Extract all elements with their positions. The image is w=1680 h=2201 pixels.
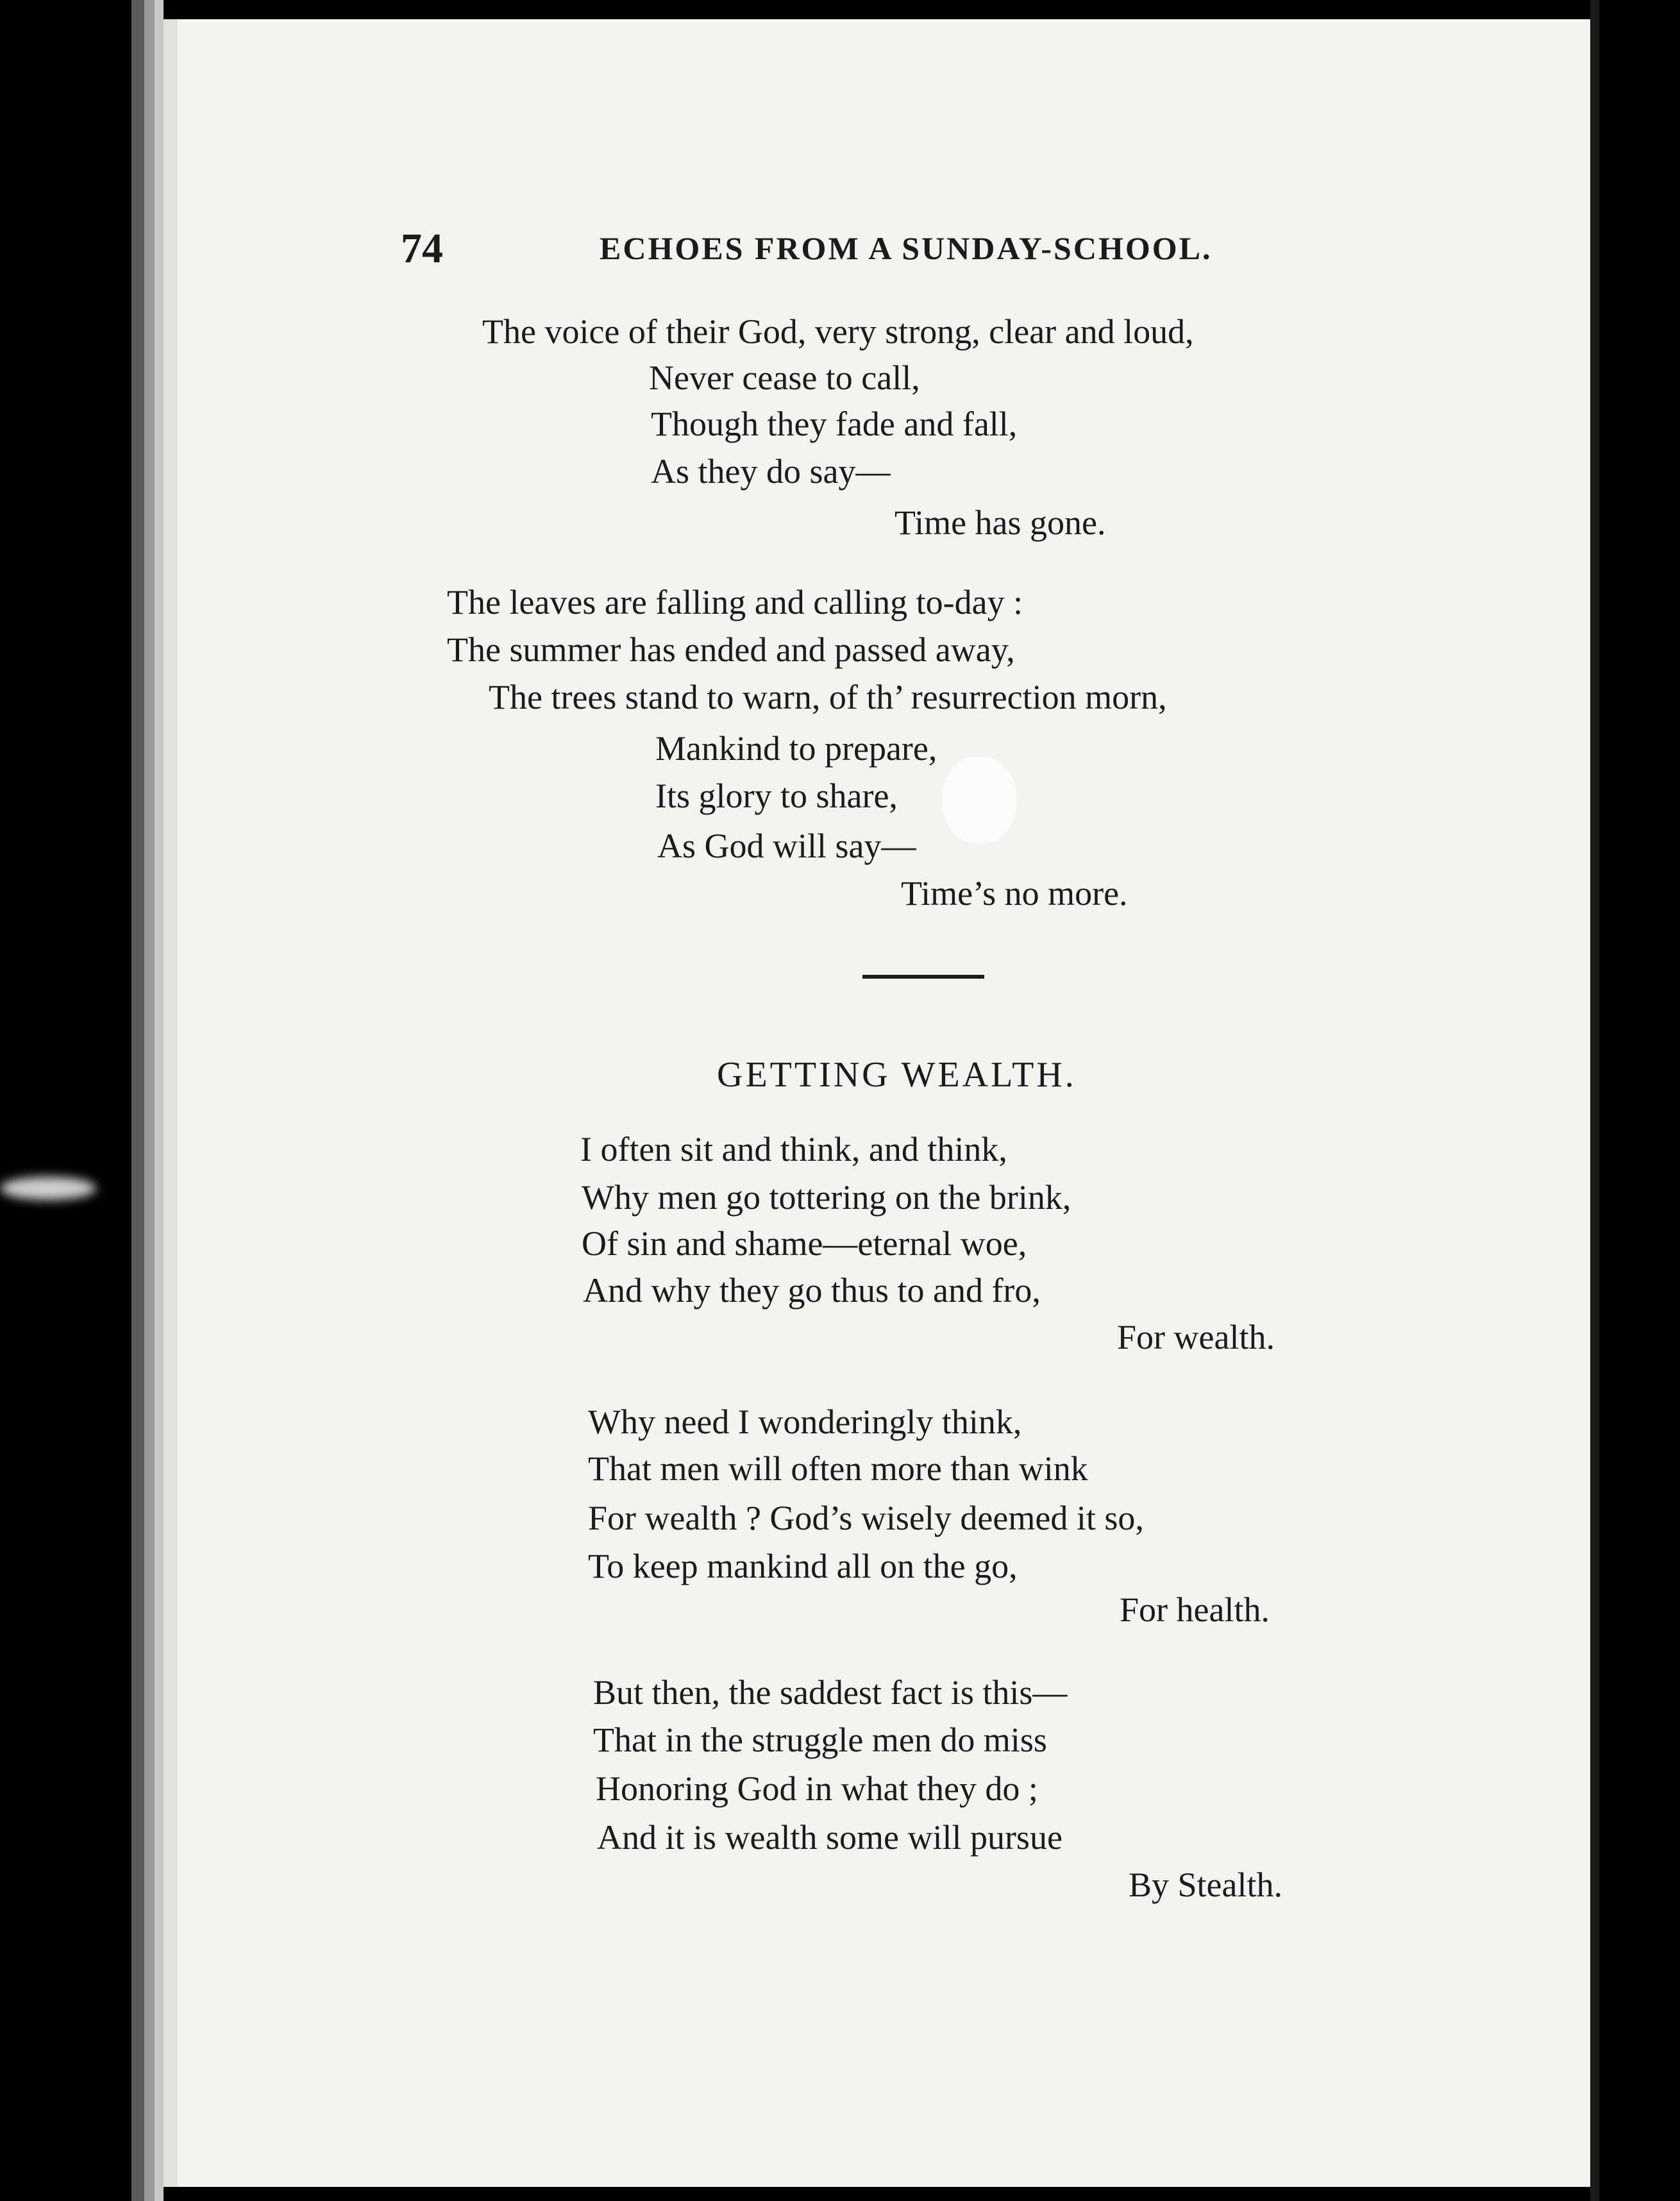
poem2-line: Honoring God in what they do ; [596, 1769, 1038, 1808]
poem2-line: That in the struggle men do miss [593, 1721, 1047, 1759]
poem1-line: Mankind to prepare, [655, 729, 937, 768]
paper-damage-blot [943, 757, 1016, 843]
poem2-line: I often sit and think, and think, [580, 1130, 1007, 1168]
poem1-line: Though they fade and fall, [651, 405, 1018, 443]
poem2-line: Why need I wonderingly think, [588, 1403, 1022, 1441]
poem2-line: That men will often more than wink [588, 1449, 1088, 1488]
poem2-line: Why men go tottering on the brink, [582, 1178, 1071, 1217]
poem1-line: The summer has ended and passed away, [447, 630, 1015, 669]
running-title: ECHOES FROM A SUNDAY-SCHOOL. [600, 230, 1213, 266]
poem1-line: As God will say— [657, 827, 916, 865]
poem1-refrain: Time’s no more. [901, 874, 1128, 913]
book-edge-mid [144, 0, 155, 2201]
poem1-line: Its glory to share, [655, 777, 898, 815]
poem2-line: To keep mankind all on the go, [588, 1547, 1018, 1585]
scan-smudge [0, 1177, 96, 1200]
poem2-refrain: For health. [1120, 1590, 1270, 1629]
page-number: 74 [401, 225, 443, 272]
right-page-edge [1590, 0, 1599, 2201]
poem2-line: For wealth ? God’s wisely deemed it so, [588, 1499, 1144, 1537]
poem2-refrain: For wealth. [1117, 1318, 1275, 1356]
poem2-line: And why they go thus to and fro, [583, 1271, 1041, 1310]
poem1-line: The leaves are falling and calling to-day : [447, 583, 1023, 621]
poem2-refrain: By Stealth. [1129, 1866, 1282, 1904]
section-divider [862, 975, 984, 979]
poem1-line: The trees stand to warn, of th’ resurrection morn, [489, 678, 1167, 716]
poem2-line: But then, the saddest fact is this— [593, 1673, 1068, 1712]
poem1-refrain: Time has gone. [895, 503, 1106, 542]
poem1-line: As they do say— [651, 452, 891, 491]
page-gutter-shadow [164, 19, 178, 2187]
poem2-title: GETTING WEALTH. [717, 1055, 1077, 1095]
book-edge-dark [131, 0, 144, 2201]
book-edge-light [155, 0, 164, 2201]
poem1-line: The voice of their God, very strong, clear and loud, [482, 312, 1194, 351]
poem2-line: And it is wealth some will pursue [597, 1818, 1063, 1857]
poem2-line: Of sin and shame—eternal woe, [582, 1224, 1027, 1263]
poem1-line: Never cease to call, [649, 358, 920, 397]
